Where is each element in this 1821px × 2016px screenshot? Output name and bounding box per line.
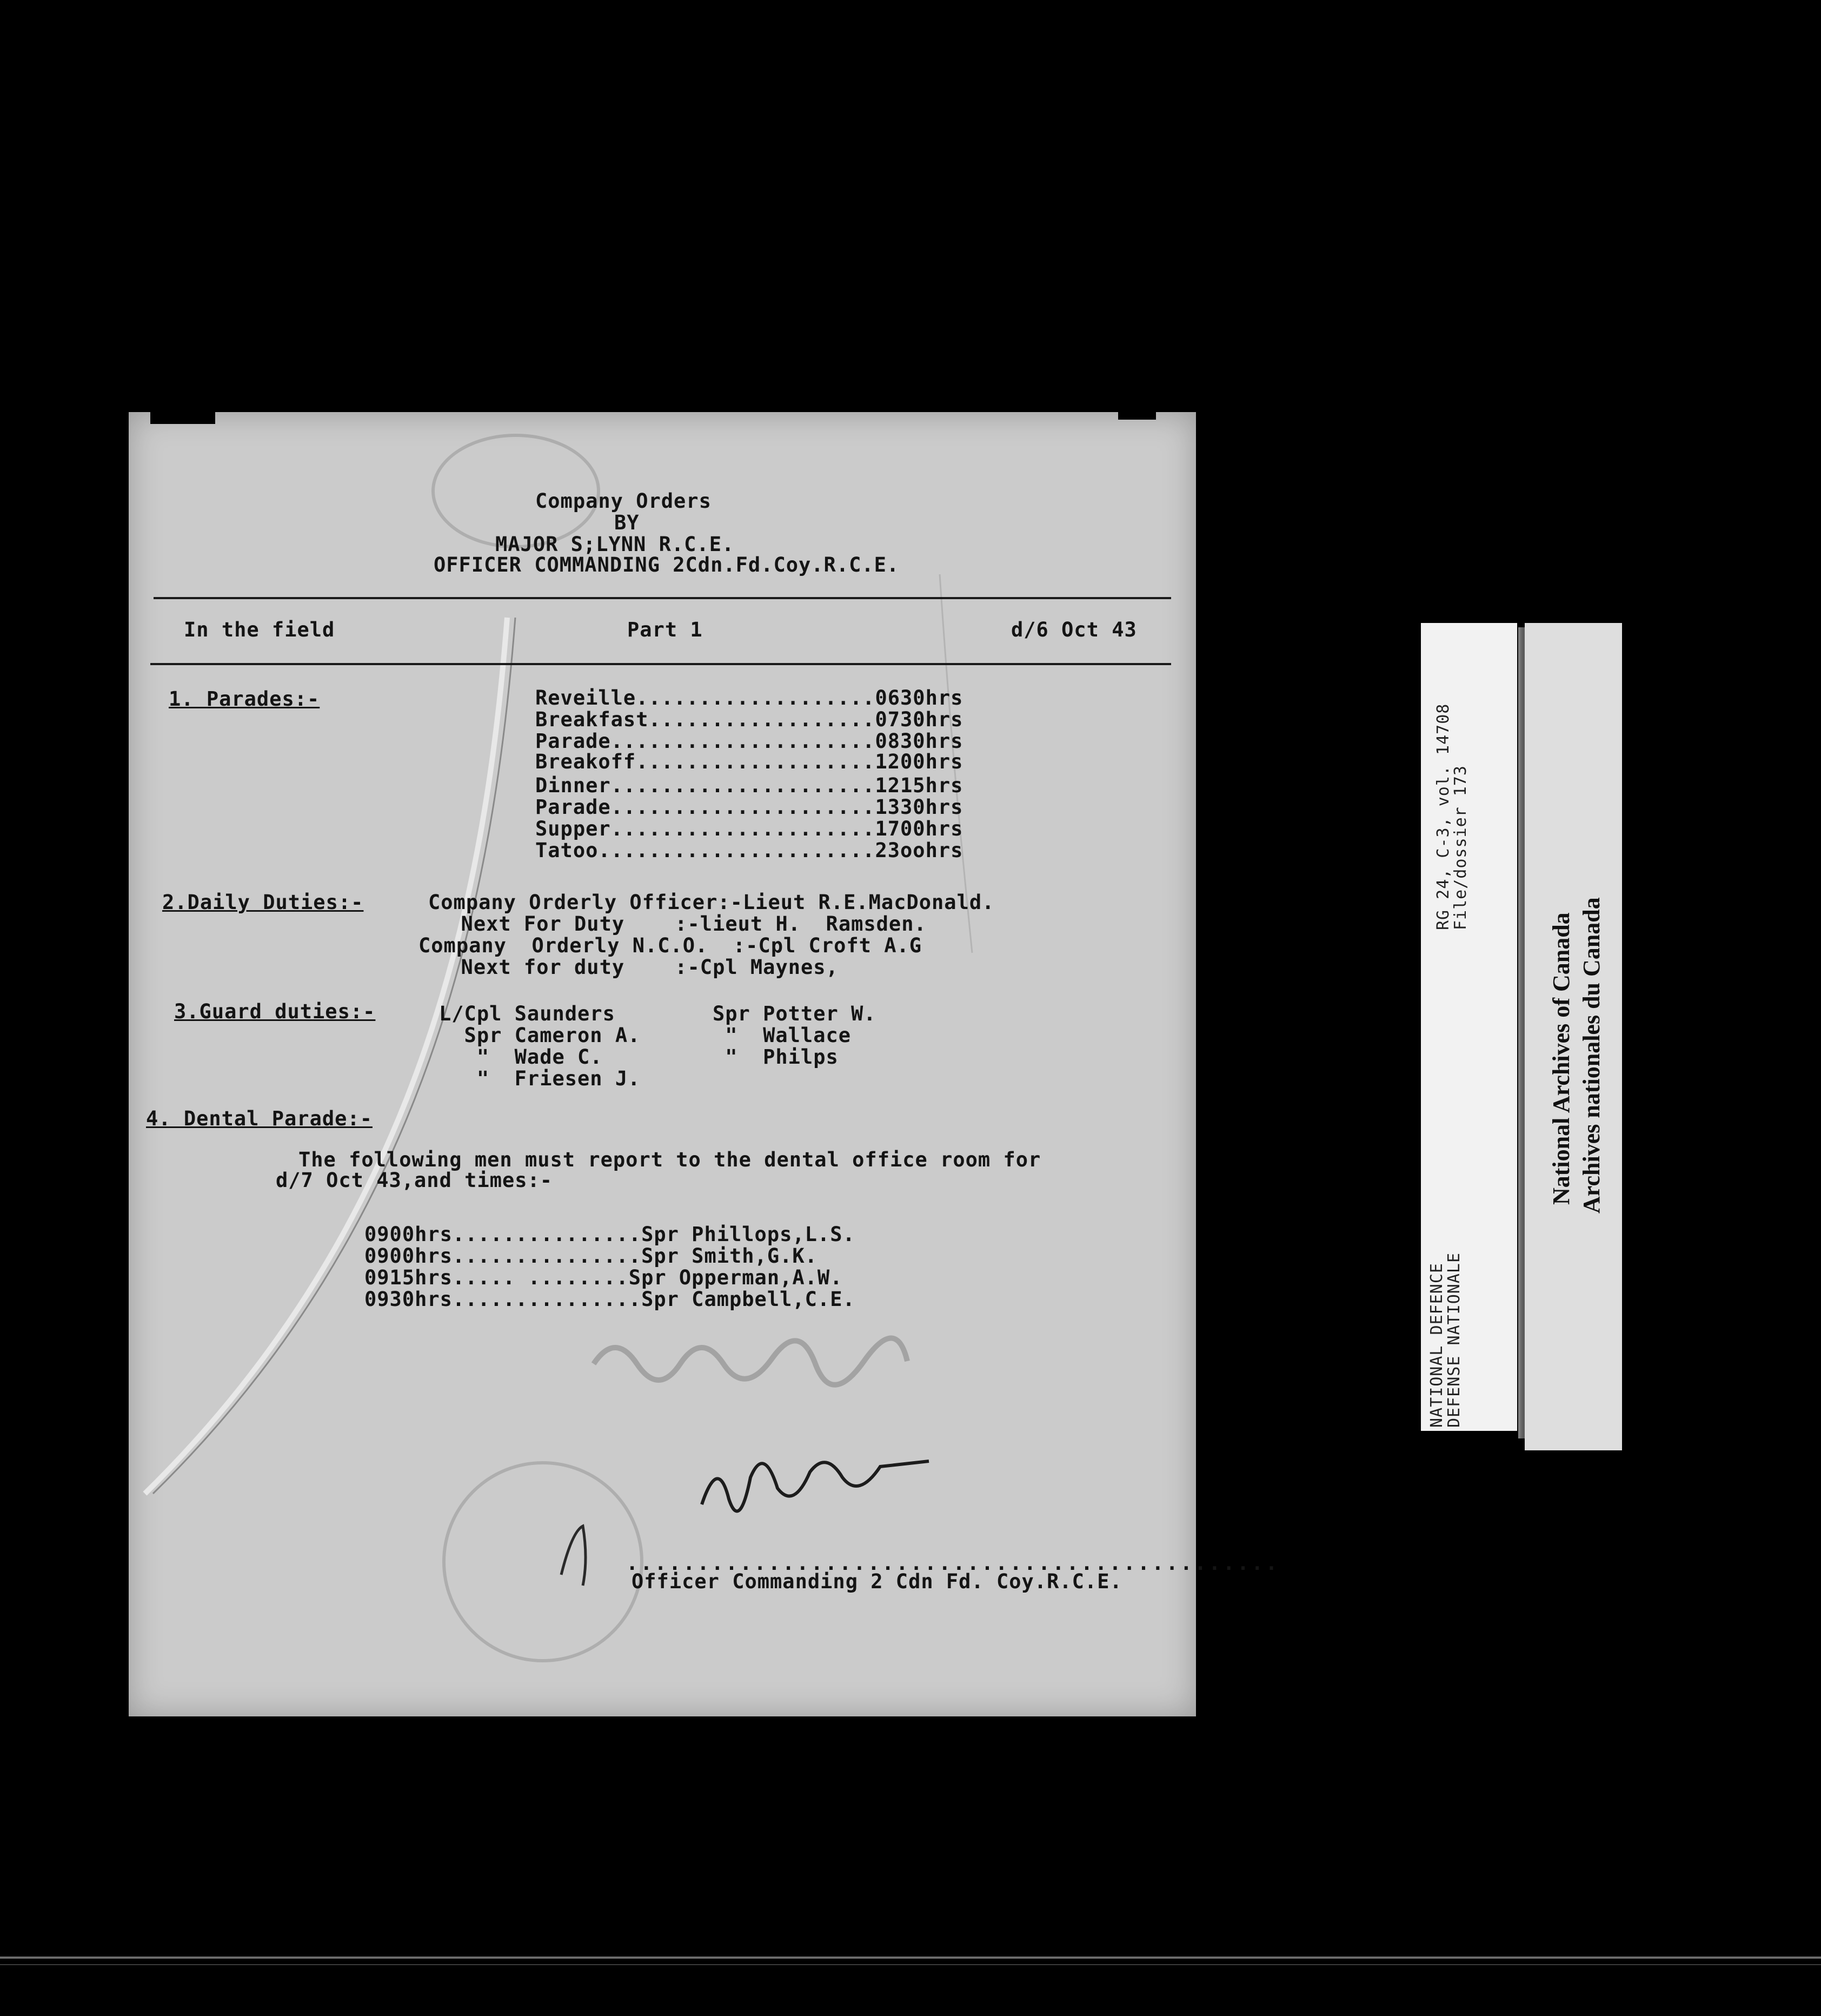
archive-department-line2: DEFENSE NATIONALE bbox=[1445, 1252, 1464, 1428]
parade-entry: Supper.....................1700hrs bbox=[535, 817, 963, 840]
daily-duty-line: Next for duty :-Cpl Maynes, bbox=[436, 956, 839, 979]
guard-entry-left: L/Cpl Saunders bbox=[439, 1002, 615, 1025]
daily-duty-line: Company Orderly Officer:-Lieut R.E.MacDonald. bbox=[428, 891, 995, 914]
section-parades-heading: 1. Parades:- bbox=[169, 687, 320, 711]
section-guard-duties-heading: 3.Guard duties:- bbox=[174, 1000, 376, 1023]
orders-by: BY bbox=[614, 511, 640, 534]
parade-entry: Parade.....................1330hrs bbox=[535, 795, 963, 819]
orders-officer-commanding: OFFICER COMMANDING 2Cdn.Fd.Coy.R.C.E. bbox=[434, 553, 900, 576]
orders-major: MAJOR S;LYNN R.C.E. bbox=[495, 533, 735, 556]
document-sheet bbox=[129, 412, 1280, 1716]
guard-entry-left: Spr Cameron A. bbox=[439, 1024, 641, 1047]
guard-entry-right: " Philps bbox=[713, 1045, 839, 1069]
parade-entry: Breakoff...................1200hrs bbox=[535, 750, 963, 773]
signature-caption: Officer Commanding 2 Cdn Fd. Coy.R.C.E. bbox=[632, 1570, 1122, 1593]
handwriting-marks bbox=[129, 412, 1196, 1716]
section-dental-heading: 4. Dental Parade:- bbox=[146, 1107, 373, 1130]
archive-reference-line1: RG 24, C-3, vol. 14708 bbox=[1434, 703, 1453, 930]
parade-entry: Reveille...................0630hrs bbox=[535, 686, 963, 709]
parade-entry: Breakfast..................0730hrs bbox=[535, 708, 963, 731]
subheader-part: Part 1 bbox=[627, 618, 703, 641]
guard-entry-right: " Wallace bbox=[713, 1024, 852, 1047]
subheader-date: d/6 Oct 43 bbox=[1011, 618, 1137, 641]
scan-border-line bbox=[0, 1957, 1821, 1959]
archive-reference-line2: File/dossier 173 bbox=[1451, 765, 1470, 930]
guard-entry-left: " Wade C. bbox=[439, 1045, 603, 1069]
daily-duty-line: Next For Duty :-lieut H. Ramsden. bbox=[436, 912, 927, 936]
dental-intro-line1: The following men must report to the dental office room for bbox=[298, 1148, 1041, 1171]
parade-entry: Tatoo......................23oohrs bbox=[535, 839, 963, 862]
signature-dotted-line: .............................................. bbox=[626, 1551, 1280, 1575]
orders-title: Company Orders bbox=[535, 489, 712, 513]
archives-name-french: Archives nationales du Canada bbox=[1578, 897, 1605, 1213]
guard-entry-right: Spr Potter W. bbox=[713, 1002, 876, 1025]
dental-entry: 0900hrs...............Spr Smith,G.K. bbox=[364, 1244, 818, 1268]
archives-name-english: National Archives of Canada bbox=[1548, 912, 1574, 1205]
daily-duty-line: Company Orderly N.C.O. :-Cpl Croft A.G bbox=[418, 934, 922, 957]
dental-entry: 0915hrs..... ........Spr Opperman,A.W. bbox=[364, 1266, 843, 1289]
guard-entry-left: " Friesen J. bbox=[439, 1067, 641, 1090]
parade-entry: Dinner.....................1215hrs bbox=[535, 774, 963, 797]
scan-border-line-secondary bbox=[0, 1964, 1821, 1965]
dental-intro-line2: d/7 Oct 43,and times:- bbox=[276, 1169, 553, 1192]
dental-entry: 0900hrs...............Spr Phillops,L.S. bbox=[364, 1223, 855, 1246]
signature-icon bbox=[702, 1461, 929, 1511]
parade-entry: Parade.....................0830hrs bbox=[535, 730, 963, 753]
section-daily-duties-heading: 2.Daily Duties:- bbox=[162, 891, 364, 914]
subheader-location: In the field bbox=[184, 618, 335, 641]
archive-department-line1: NATIONAL DEFENCE bbox=[1427, 1263, 1446, 1428]
dental-entry: 0930hrs...............Spr Campbell,C.E. bbox=[364, 1288, 855, 1311]
